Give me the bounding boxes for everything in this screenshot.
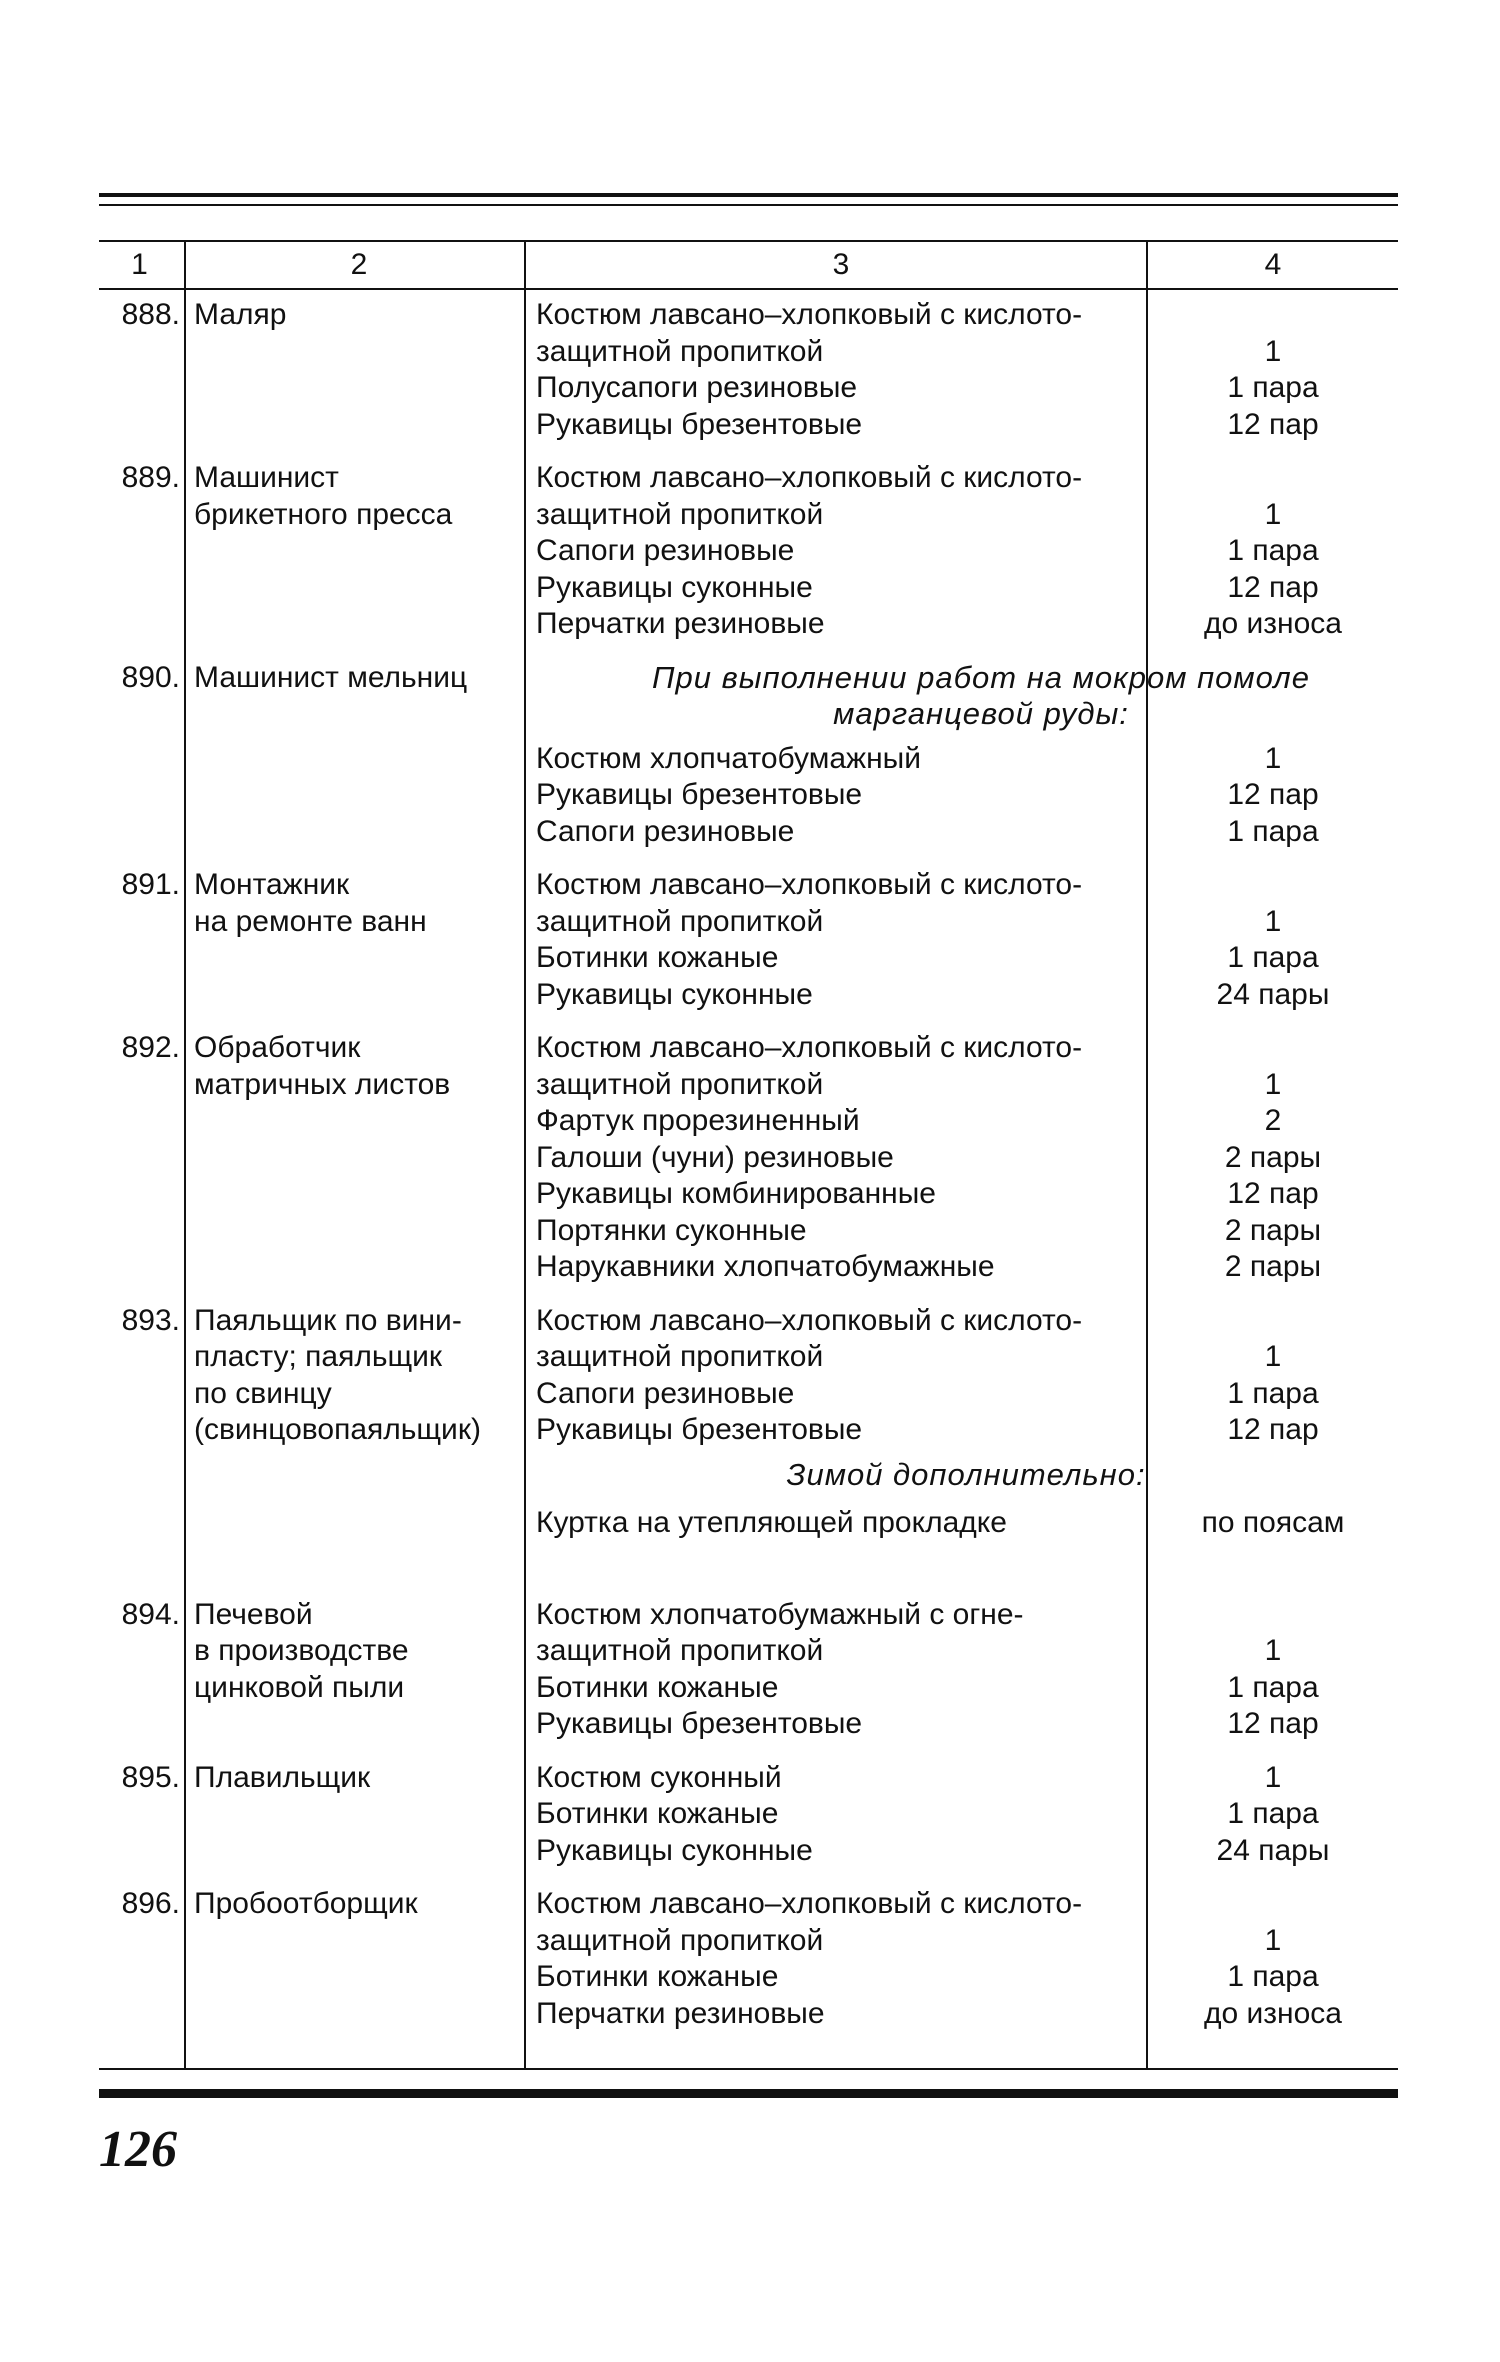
quantity-line: 1 xyxy=(1264,1634,1282,1667)
table-row xyxy=(99,1022,1398,1295)
item-line: Перчатки резиновые xyxy=(536,607,825,640)
table-row xyxy=(99,452,1398,652)
table-row xyxy=(99,859,1398,1022)
profession-line: Паяльщик по вини- xyxy=(194,1303,462,1337)
quantity-line: 1 пара xyxy=(1227,941,1319,974)
profession-cell xyxy=(185,1752,525,1879)
profession-cell xyxy=(185,1589,525,1752)
profession-line: Плавильщик xyxy=(194,1760,371,1794)
entry-number-text: 890. xyxy=(121,660,180,694)
item-line: Рукавицы брезентовые xyxy=(536,407,863,441)
item-line: защитной пропиткой xyxy=(536,904,824,938)
item-line: Костюм суконный xyxy=(536,1760,782,1794)
entry-number xyxy=(99,1752,185,1879)
profession-line: Маляр xyxy=(194,298,287,331)
items-cell xyxy=(525,859,1147,1022)
item-line: Сапоги резиновые xyxy=(536,534,795,567)
quantity-line: 12 пар xyxy=(1227,407,1319,441)
quantity-cell xyxy=(1147,1295,1398,1589)
entry-number-text: 895. xyxy=(121,1760,180,1794)
entry-number xyxy=(99,1022,185,1295)
quantity-cell xyxy=(1147,1589,1398,1752)
quantity-line: 12 пар xyxy=(1227,1177,1319,1210)
quantity-line: 1 xyxy=(1264,1067,1282,1101)
item-line: Костюм хлопчатобумажный xyxy=(536,741,921,775)
item-line: Костюм хлопчатобумажный с огне- xyxy=(536,1597,1024,1631)
quantity-line: 1 xyxy=(1264,1760,1282,1794)
page-number: 126 xyxy=(99,2121,177,2178)
table-row xyxy=(99,289,1398,452)
item-line: Сапоги резиновые xyxy=(536,814,795,848)
profession-cell xyxy=(185,859,525,1022)
item-line: Рукавицы суконные xyxy=(536,977,813,1011)
entry-number-text: 889. xyxy=(121,461,180,494)
item-line: Ботинки кожаные xyxy=(536,1670,779,1704)
item-line: защитной пропиткой xyxy=(536,497,824,531)
entry-number-text: 896. xyxy=(121,1887,180,1920)
quantity-line: 1 xyxy=(1264,904,1282,938)
item-line: Сапоги резиновые xyxy=(536,1376,795,1410)
items-cell xyxy=(525,1589,1147,1752)
profession-line: Машинист xyxy=(194,461,339,494)
quantity-line: 12 пар xyxy=(1227,1707,1319,1740)
table-row xyxy=(99,652,1398,860)
items-cell xyxy=(525,289,1147,452)
entry-number-text: 888. xyxy=(121,298,180,331)
quantity-line: 24 пары xyxy=(1216,977,1330,1011)
winter-item-line: Куртка на утепляющей прокладке xyxy=(536,1506,1007,1539)
top-double-rule-thin xyxy=(99,204,1398,206)
entry-number xyxy=(99,1589,185,1752)
profession-line: Монтажник xyxy=(194,868,350,901)
profession-line: брикетного пресса xyxy=(194,497,453,531)
profession-line: матричных листов xyxy=(194,1067,451,1101)
entry-number xyxy=(99,1295,185,1589)
item-line: Рукавицы брезентовые xyxy=(536,1413,863,1446)
profession-line: цинковой пыли xyxy=(194,1670,405,1704)
profession-cell xyxy=(185,1022,525,1295)
items-cell xyxy=(525,452,1147,652)
profession-cell xyxy=(185,1878,525,2069)
quantity-line: 2 пары xyxy=(1224,1213,1322,1247)
profession-line: пласту; паяльщик xyxy=(194,1340,443,1373)
quantity-line: 12 пар xyxy=(1227,778,1319,811)
entry-number xyxy=(99,289,185,452)
item-line: Костюм лавсано–хлопковый с кислото- xyxy=(536,461,1083,494)
entry-number xyxy=(99,1878,185,2069)
entry-number xyxy=(99,452,185,652)
quantity-line: 1 xyxy=(1264,1923,1282,1957)
table-row xyxy=(99,1752,1398,1879)
item-line: Ботинки кожаные xyxy=(536,941,779,974)
profession-line: на ремонте ванн xyxy=(194,904,427,938)
column-header-items: 3 xyxy=(525,241,1147,289)
profession-line: Пробоотборщик xyxy=(194,1887,418,1920)
quantity-line xyxy=(1148,1886,1398,1923)
profession-line: Печевой xyxy=(194,1597,313,1631)
quantity-line: 1 xyxy=(1264,741,1282,775)
column-header-quantity: 4 xyxy=(1147,241,1398,289)
item-line: Рукавицы суконные xyxy=(536,570,813,604)
item-line: Портянки суконные xyxy=(536,1213,807,1247)
quantity-cell xyxy=(1147,289,1398,452)
quantity-line: 1 пара xyxy=(1227,1376,1319,1410)
quantity-line: 12 пар xyxy=(1227,570,1319,604)
quantity-line xyxy=(1148,460,1398,497)
winter-quantity-line: по поясам xyxy=(1201,1506,1345,1539)
item-line: Рукавицы брезентовые xyxy=(536,778,863,811)
entry-number-text: 893. xyxy=(121,1303,180,1337)
profession-line: Обработчик xyxy=(194,1031,361,1064)
item-line: Рукавицы суконные xyxy=(536,1833,813,1867)
quantity-cell xyxy=(1147,1022,1398,1295)
item-line: Рукавицы комбинированные xyxy=(536,1177,936,1210)
quantity-line: 12 пар xyxy=(1227,1413,1319,1446)
item-line: Костюм лавсано–хлопковый с кислото- xyxy=(536,1303,1083,1337)
quantity-line: 2 пары xyxy=(1224,1140,1322,1174)
profession-cell xyxy=(185,289,525,452)
items-cell xyxy=(525,1878,1147,2069)
column-header-profession: 2 xyxy=(185,241,525,289)
quantity-line xyxy=(1148,1030,1398,1067)
protective-clothing-norms-table xyxy=(99,240,1398,2070)
item-line: защитной пропиткой xyxy=(536,1067,824,1101)
item-line: Костюм лавсано–хлопковый с кислото- xyxy=(536,1887,1083,1920)
entry-number-text: 892. xyxy=(121,1031,180,1064)
quantity-line: 24 пары xyxy=(1216,1833,1330,1867)
item-line: Костюм лавсано–хлопковый с кислото- xyxy=(536,298,1083,331)
item-line: Костюм лавсано–хлопковый с кислото- xyxy=(536,868,1083,901)
item-line: защитной пропиткой xyxy=(536,334,824,368)
item-line: защитной пропиткой xyxy=(536,1923,824,1957)
quantity-line: 1 пара xyxy=(1227,1670,1319,1704)
quantity-line: 1 xyxy=(1264,497,1282,531)
item-line: защитной пропиткой xyxy=(536,1340,824,1373)
quantity-line xyxy=(1148,1597,1398,1634)
quantity-cell xyxy=(1147,1752,1398,1879)
entry-number xyxy=(99,652,185,860)
quantity-cell xyxy=(1147,452,1398,652)
profession-line: (свинцовопаяльщик) xyxy=(194,1413,481,1446)
quantity-line: 1 пара xyxy=(1227,534,1319,567)
quantity-line: 1 пара xyxy=(1227,1960,1319,1993)
item-line: Полусапоги резиновые xyxy=(536,371,858,404)
item-line: защитной пропиткой xyxy=(536,1634,824,1667)
top-double-rule-thick xyxy=(99,193,1398,197)
condition-note: При выполнении работ на мокром помоле марганцевой руды: xyxy=(652,659,1310,731)
items-cell xyxy=(525,1022,1147,1295)
column-header-row xyxy=(99,241,1398,289)
quantity-line: 2 пары xyxy=(1224,1250,1322,1283)
items-cell xyxy=(525,1295,1147,1589)
entry-number xyxy=(99,859,185,1022)
quantity-cell xyxy=(1147,1878,1398,2069)
item-line: Галоши (чуни) резиновые xyxy=(536,1140,894,1174)
quantity-cell xyxy=(1147,859,1398,1022)
table-row xyxy=(99,1295,1398,1589)
profession-cell xyxy=(185,1295,525,1589)
winter-note: Зимой дополнительно: xyxy=(786,1456,1146,1492)
profession-line: Машинист мельниц xyxy=(194,660,468,694)
column-header-number: 1 xyxy=(99,241,185,289)
item-line: Ботинки кожаные xyxy=(536,1960,779,1993)
quantity-line: 1 пара xyxy=(1227,814,1319,848)
table-row xyxy=(99,1878,1398,2069)
item-line: Фартук прорезиненный xyxy=(536,1104,860,1137)
quantity-line: 1 xyxy=(1264,1340,1282,1373)
profession-cell xyxy=(185,652,525,860)
item-line: Нарукавники хлопчатобумажные xyxy=(536,1250,995,1283)
entry-number-text: 894. xyxy=(121,1597,180,1631)
quantity-line xyxy=(1148,867,1398,904)
quantity-line xyxy=(1148,297,1398,334)
bottom-rule xyxy=(99,2089,1398,2098)
quantity-line: 1 пара xyxy=(1227,1797,1319,1830)
quantity-line: до износа xyxy=(1204,607,1342,640)
item-line: Костюм лавсано–хлопковый с кислото- xyxy=(536,1031,1083,1064)
quantity-line: 2 xyxy=(1264,1104,1282,1137)
profession-line: в производстве xyxy=(194,1634,409,1667)
profession-line: по свинцу xyxy=(194,1376,332,1410)
quantity-line: 1 пара xyxy=(1227,371,1319,404)
table-row xyxy=(99,1589,1398,1752)
quantity-line: до износа xyxy=(1204,1996,1342,2030)
quantity-line xyxy=(1148,1303,1398,1340)
entry-number-text: 891. xyxy=(121,868,180,901)
item-line: Перчатки резиновые xyxy=(536,1996,825,2030)
item-line: Ботинки кожаные xyxy=(536,1797,779,1830)
table-body xyxy=(99,289,1398,2069)
item-line: Рукавицы брезентовые xyxy=(536,1707,863,1740)
quantity-line: 1 xyxy=(1264,334,1282,368)
profession-cell xyxy=(185,452,525,652)
items-cell xyxy=(525,1752,1147,1879)
